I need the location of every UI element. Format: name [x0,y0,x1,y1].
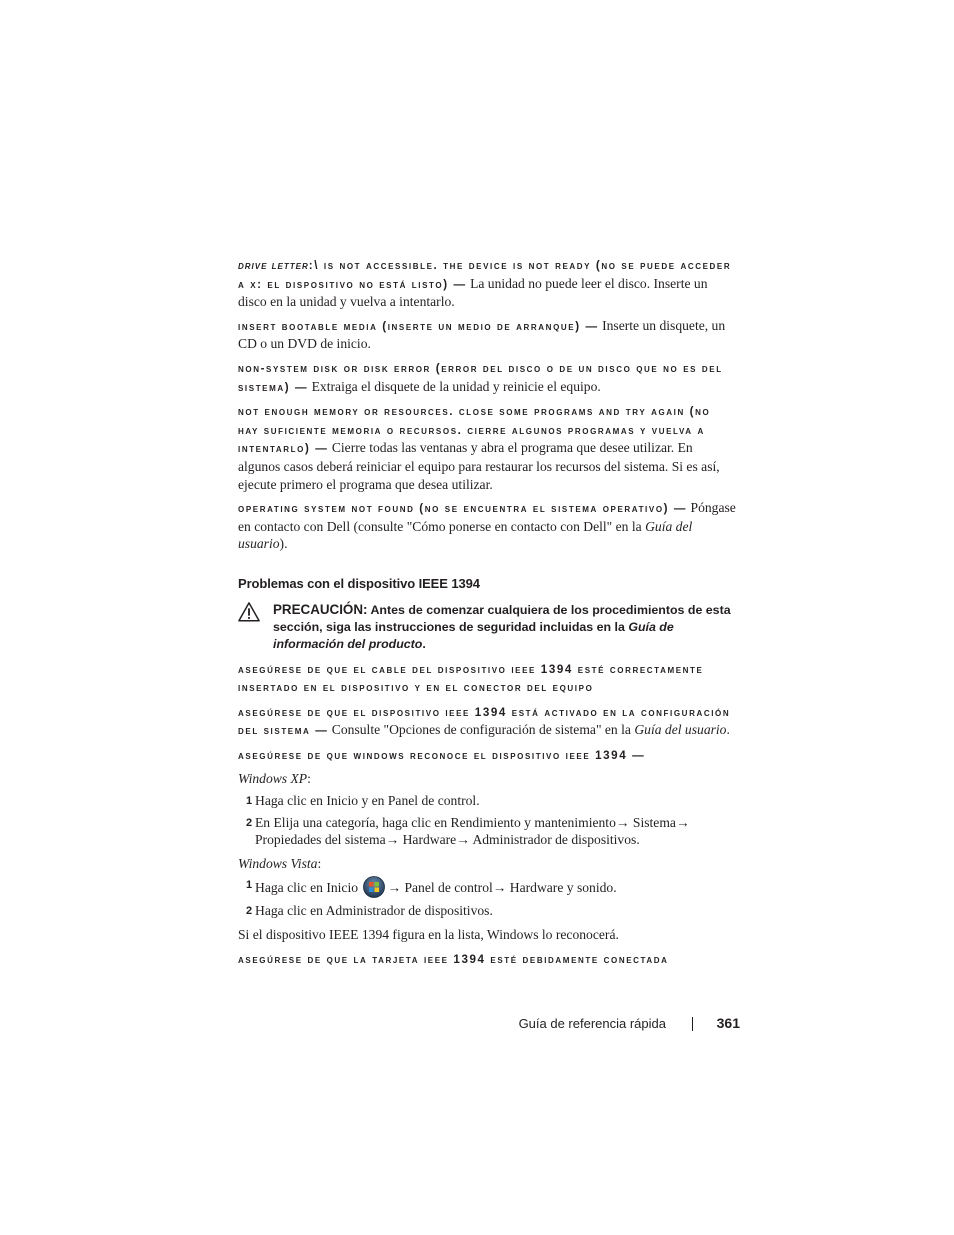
arrow-separator: → [675,814,690,830]
footer-title: Guía de referencia rápida [518,1016,666,1031]
step-text: y en [358,793,388,809]
ui-term: Rendimiento y mantenimiento [450,814,616,830]
windows-start-orb-icon [363,876,385,898]
entry-body: Extraiga el disquete de la unidad y reinicie el equipo. [308,378,601,394]
ui-term: Administrador de dispositivos [325,903,490,919]
step-text: . [636,832,640,848]
windows-xp-label [238,770,736,788]
ui-term: Elija una categoría [273,814,376,830]
os-label-colon: : [307,771,311,787]
arrow-separator: → [385,832,400,848]
ui-term: Inicio [326,793,359,809]
error-entry-non-system-disk [238,359,736,396]
recognition-note: Si el dispositivo IEEE 1394 figura en la lista, Windows lo reconocerá. [238,927,619,943]
check-body-italic: Guía del usuario [634,722,727,738]
error-entry-bootable-media [238,317,736,353]
list-item [238,876,736,898]
step-text: . [489,903,493,919]
error-entry-os-not-found [238,499,736,553]
entry-head: not enough memory or resources. close some programs and try again (no hay suficiente memoria o recursos. cierre algunos programas y vuelva a intentarlo) — [238,405,711,456]
ui-term: Hardware [399,832,457,848]
ui-term: Panel de control [401,880,493,896]
check-card-connected [238,950,736,969]
ui-term: Inicio [326,880,359,896]
entry-head-code: drive letter [238,259,309,272]
entry-body: Cierre todas las ventanas y abra el programa que desee utilizar. En algunos casos deberá reiniciar el equipo para restaurar los recursos del sistema. Si es así, ejecute primero el programa que desea utilizar. [238,440,720,492]
page-number: 361 [716,1015,740,1031]
windows-xp-steps [238,792,736,849]
caution-text-end: . [422,636,426,651]
check-body: Consulte "Opciones de configuración de sistema" en la [328,722,635,738]
caution-text: Antes de comenzar cualquiera de los procedimientos de esta sección, siga las instrucciones de seguridad incluidas en la [273,602,731,634]
step-text: , haga clic en [375,814,451,830]
entry-head: non-system disk or disk error (error del disco o de un disco que no es del sistema) — [238,361,723,394]
windows-vista-steps [238,876,736,920]
ui-term: Propiedades del sistema [255,832,386,848]
list-item [238,902,736,920]
os-label: Windows Vista [238,855,318,871]
list-item [238,792,736,810]
step-text: . [613,880,617,896]
entry-body: Inserte un disquete, un CD o un DVD de inicio. [238,317,726,352]
page-footer [238,1014,742,1036]
step-number: 1 [246,795,253,808]
check-head: asegúrese de que windows reconoce el dispositivo ieee 1394 — [238,748,646,762]
ui-term: Administrador de dispositivos [469,832,637,848]
os-label-colon: : [317,855,322,871]
ui-term: Panel de control [387,793,477,809]
caution-notice [238,601,736,653]
document-body [238,256,736,974]
check-cable [238,660,736,697]
step-text: Haga clic en [255,903,326,919]
step-text: En [255,814,274,830]
list-item [238,814,736,849]
caution-label: PRECAUCIÓN: [273,601,368,617]
entry-body-italic: Guía del usuario [238,518,693,552]
windows-vista-label [238,855,736,873]
entry-head: :\ is not accessible. the device is not ready (no se puede acceder a x: el dispositivo no está listo) — [238,259,732,291]
entry-head: operating system not found (no se encuentra el sistema operativo) — [238,502,688,516]
check-body-end: . [726,722,730,738]
os-label: Windows XP [238,771,308,787]
arrow-separator: → [387,880,402,896]
step-text: Haga clic en [255,880,327,896]
arrow-separator: → [456,832,470,848]
entry-body-end: ). [279,536,288,552]
footer-divider [692,1017,693,1031]
entry-body: La unidad no puede leer el disco. Inserte un disco en la unidad y vuelva a intentarlo. [238,275,708,310]
warning-triangle-icon [238,601,260,623]
error-entry-memory [238,402,736,493]
check-head: asegúrese de que el dispositivo ieee 1394 está activado en la configuración del sistema — [238,705,731,738]
step-number: 2 [246,816,253,829]
step-text: . [476,793,480,809]
step-number: 2 [246,905,253,918]
step-text: Haga clic en [255,793,327,809]
arrow-separator: → [615,814,630,830]
entry-body: Póngase en contacto con Dell (consulte "Cómo ponerse en contacto con Dell" en la [238,500,736,534]
section-title: Problemas con el dispositivo IEEE 1394 [238,575,480,591]
check-head: asegúrese de que la tarjeta ieee 1394 esté debidamente conectada [238,952,669,966]
check-enabled [238,703,736,740]
entry-head: insert bootable media (inserte un medio de arranque) — [238,319,599,333]
check-head: asegúrese de que el cable del dispositivo ieee 1394 esté correctamente insertado en el dispositivo y en el conector del equipo [238,662,704,695]
ui-term: Sistema [629,814,676,830]
error-entry-drive-letter [238,256,736,311]
step-number: 1 [246,879,253,892]
arrow-separator: → [492,880,507,896]
ui-term: Hardware y sonido [506,880,614,896]
caution-text-italic: Guía de información del producto [273,619,674,651]
check-windows-recognizes [238,746,736,765]
